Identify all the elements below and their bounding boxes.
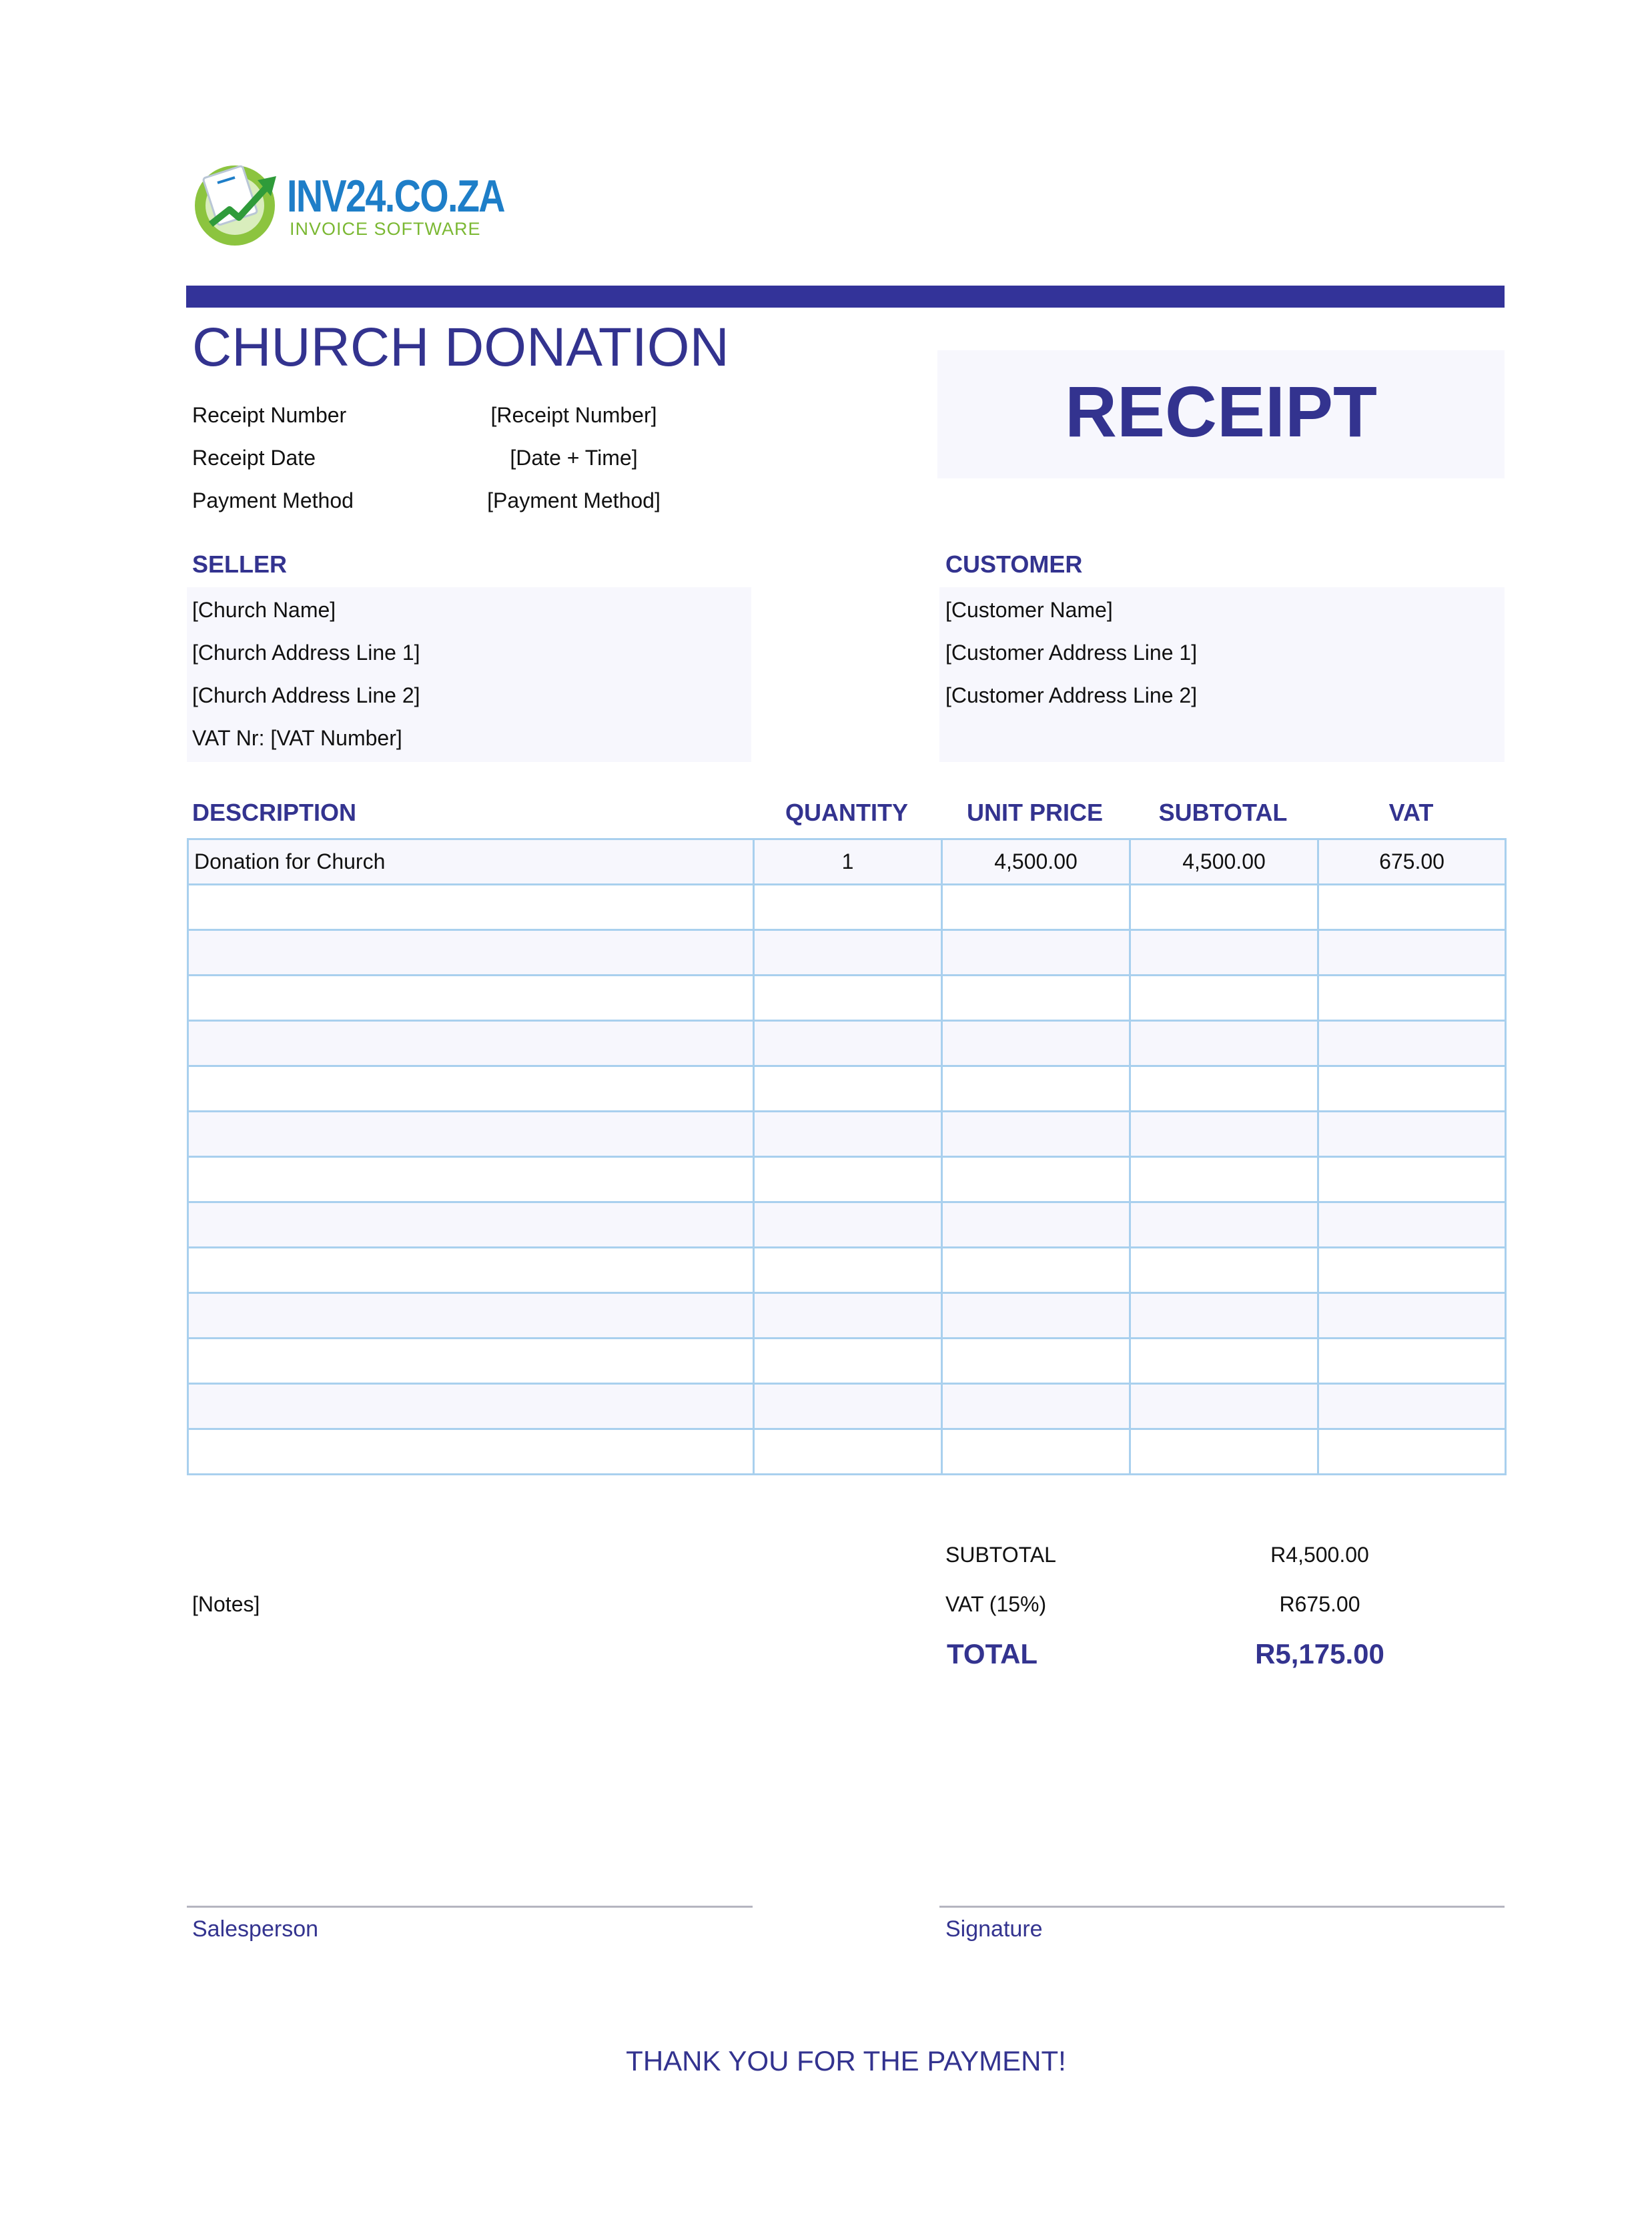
table-row xyxy=(188,1202,1506,1248)
cell-subtotal xyxy=(1130,1066,1318,1112)
table-row xyxy=(188,1157,1506,1202)
cell-vat xyxy=(1318,930,1506,976)
col-quantity: QUANTITY xyxy=(785,799,908,826)
cell-vat xyxy=(1318,976,1506,1021)
signature-label: Signature xyxy=(945,1916,1043,1942)
table-row xyxy=(188,1066,1506,1112)
subtotal-value: R4,500.00 xyxy=(1270,1543,1369,1567)
customer-heading: CUSTOMER xyxy=(945,550,1083,578)
cell-vat xyxy=(1318,1384,1506,1429)
cell-unit-price xyxy=(942,1293,1130,1339)
cell-vat xyxy=(1318,1021,1506,1066)
document-title: CHURCH DONATION xyxy=(192,317,729,378)
cell-unit-price xyxy=(942,1248,1130,1293)
cell-unit-price xyxy=(942,1066,1130,1112)
line-items-table xyxy=(187,838,1507,1475)
cell-quantity: 1 xyxy=(754,839,942,885)
cell-subtotal xyxy=(1130,930,1318,976)
col-vat: VAT xyxy=(1388,799,1434,826)
cell-description xyxy=(188,1293,754,1339)
table-row xyxy=(188,1384,1506,1429)
cell-description xyxy=(188,1021,754,1066)
total-label: TOTAL xyxy=(947,1638,1038,1669)
customer-name: [Customer Name] xyxy=(945,598,1113,622)
cell-subtotal xyxy=(1130,976,1318,1021)
cell-vat xyxy=(1318,1112,1506,1157)
customer-block xyxy=(939,587,1505,762)
receipt-number-label: Receipt Number xyxy=(192,403,347,427)
cell-vat xyxy=(1318,1066,1506,1112)
cell-unit-price xyxy=(942,976,1130,1021)
seller-vat-number: VAT Nr: [VAT Number] xyxy=(192,726,402,750)
cell-vat xyxy=(1318,1202,1506,1248)
company-logo xyxy=(188,156,502,250)
cell-subtotal: 4,500.00 xyxy=(1130,839,1318,885)
cell-subtotal xyxy=(1130,1384,1318,1429)
cell-unit-price xyxy=(942,1021,1130,1066)
thank-you-message: THANK YOU FOR THE PAYMENT! xyxy=(626,2045,1066,2077)
cell-quantity xyxy=(754,1021,942,1066)
logo-tagline: INVOICE SOFTWARE xyxy=(290,219,481,239)
cell-vat xyxy=(1318,885,1506,930)
cell-description xyxy=(188,1202,754,1248)
cell-description xyxy=(188,1384,754,1429)
cell-subtotal xyxy=(1130,1429,1318,1475)
receipt-date-label: Receipt Date xyxy=(192,446,316,470)
col-unit-price: UNIT PRICE xyxy=(966,799,1103,826)
customer-address-2: [Customer Address Line 2] xyxy=(945,683,1198,707)
cell-vat xyxy=(1318,1157,1506,1202)
cell-quantity xyxy=(754,1429,942,1475)
cell-unit-price xyxy=(942,1339,1130,1384)
salesperson-line xyxy=(187,1906,753,1908)
cell-vat xyxy=(1318,1429,1506,1475)
table-row xyxy=(188,976,1506,1021)
cell-subtotal xyxy=(1130,1248,1318,1293)
table-row xyxy=(188,1112,1506,1157)
table-row xyxy=(188,839,1506,885)
cell-unit-price xyxy=(942,885,1130,930)
cell-vat: 675.00 xyxy=(1318,839,1506,885)
table-row xyxy=(188,1293,1506,1339)
vat-label: VAT (15%) xyxy=(945,1592,1047,1616)
cell-description xyxy=(188,976,754,1021)
cell-quantity xyxy=(754,1339,942,1384)
cell-quantity xyxy=(754,930,942,976)
cell-subtotal xyxy=(1130,1202,1318,1248)
seller-block xyxy=(187,587,751,762)
col-description: DESCRIPTION xyxy=(192,799,357,826)
table-row xyxy=(188,930,1506,976)
cell-quantity xyxy=(754,976,942,1021)
cell-quantity xyxy=(754,1248,942,1293)
receipt-number-value: [Receipt Number] xyxy=(490,403,657,427)
table-row xyxy=(188,1248,1506,1293)
cell-unit-price xyxy=(942,1202,1130,1248)
cell-description xyxy=(188,885,754,930)
cell-description xyxy=(188,1339,754,1384)
cell-unit-price xyxy=(942,1384,1130,1429)
table-row xyxy=(188,1429,1506,1475)
signature-line xyxy=(939,1906,1505,1908)
total-value: R5,175.00 xyxy=(1255,1638,1384,1669)
cell-subtotal xyxy=(1130,1293,1318,1339)
notes: [Notes] xyxy=(192,1592,260,1616)
cell-quantity xyxy=(754,1293,942,1339)
cell-description xyxy=(188,1429,754,1475)
cell-subtotal xyxy=(1130,1157,1318,1202)
cell-quantity xyxy=(754,1157,942,1202)
cell-quantity xyxy=(754,1202,942,1248)
logo-chart-icon xyxy=(188,156,282,250)
table-row xyxy=(188,1339,1506,1384)
customer-address-1: [Customer Address Line 1] xyxy=(945,641,1198,665)
receipt-date-value: [Date + Time] xyxy=(510,446,638,470)
receipt-badge-text: RECEIPT xyxy=(1064,371,1378,452)
cell-unit-price xyxy=(942,930,1130,976)
receipt-badge xyxy=(937,350,1505,478)
cell-vat xyxy=(1318,1339,1506,1384)
cell-unit-price: 4,500.00 xyxy=(942,839,1130,885)
cell-description xyxy=(188,1066,754,1112)
cell-unit-price xyxy=(942,1429,1130,1475)
table-row xyxy=(188,1021,1506,1066)
cell-quantity xyxy=(754,1384,942,1429)
cell-description: Donation for Church xyxy=(188,839,754,885)
cell-vat xyxy=(1318,1293,1506,1339)
cell-quantity xyxy=(754,1112,942,1157)
salesperson-label: Salesperson xyxy=(192,1916,319,1942)
cell-description xyxy=(188,930,754,976)
cell-quantity xyxy=(754,1066,942,1112)
cell-subtotal xyxy=(1130,1339,1318,1384)
cell-subtotal xyxy=(1130,1112,1318,1157)
payment-method-label: Payment Method xyxy=(192,488,354,512)
logo-wordmark: INV24.CO.ZA xyxy=(287,171,504,222)
col-subtotal: SUBTOTAL xyxy=(1158,799,1288,826)
vat-value: R675.00 xyxy=(1279,1592,1360,1616)
subtotal-label: SUBTOTAL xyxy=(945,1543,1056,1567)
cell-description xyxy=(188,1112,754,1157)
cell-unit-price xyxy=(942,1112,1130,1157)
seller-address-1: [Church Address Line 1] xyxy=(192,641,420,665)
cell-quantity xyxy=(754,885,942,930)
cell-description xyxy=(188,1248,754,1293)
seller-heading: SELLER xyxy=(192,550,288,578)
header-divider-bar xyxy=(186,286,1505,308)
seller-address-2: [Church Address Line 2] xyxy=(192,683,420,707)
cell-vat xyxy=(1318,1248,1506,1293)
cell-subtotal xyxy=(1130,1021,1318,1066)
cell-subtotal xyxy=(1130,885,1318,930)
payment-method-value: [Payment Method] xyxy=(487,488,661,512)
cell-description xyxy=(188,1157,754,1202)
table-row xyxy=(188,885,1506,930)
cell-unit-price xyxy=(942,1157,1130,1202)
seller-name: [Church Name] xyxy=(192,598,336,622)
